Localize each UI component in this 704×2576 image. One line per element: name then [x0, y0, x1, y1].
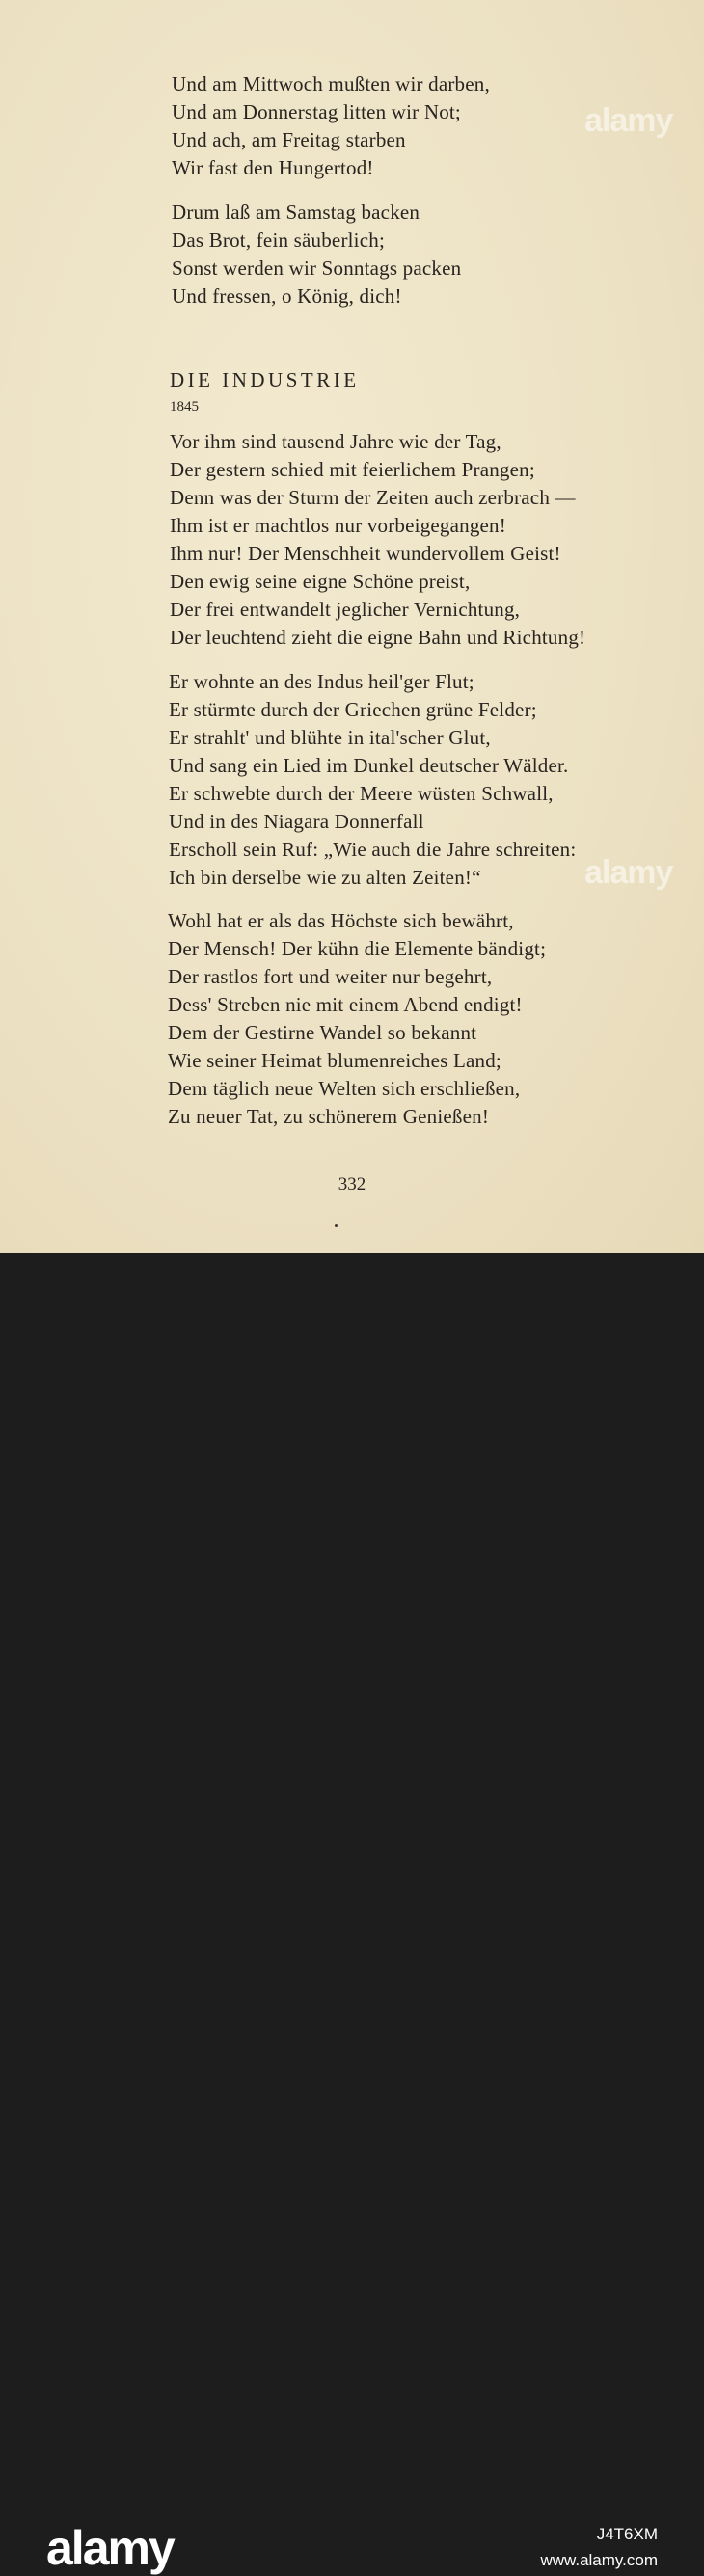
page-number: 332 — [338, 1174, 366, 1194]
poem-line: Sonst werden wir Sonntags packen — [172, 256, 462, 280]
poem-line: Wir fast den Hungertod! — [172, 156, 374, 179]
watermark-footer — [0, 1253, 704, 2575]
site-url: www.alamy.com — [540, 2551, 658, 2569]
poem-line: Er strahlt' und blühte in ital'scher Glut, — [169, 726, 491, 749]
poem-line: Und am Donnerstag litten wir Not; — [172, 100, 461, 123]
watermark-logo: alamy — [584, 854, 673, 891]
poem-line: Das Brot, fein säuberlich; — [172, 228, 385, 252]
poem-line: Der frei entwandelt jeglicher Vernichtung, — [170, 598, 521, 621]
poem-line: Ihm ist er machtlos nur vorbeigegangen! — [170, 514, 506, 537]
poem-line: Vor ihm sind tausend Jahre wie der Tag, — [170, 430, 501, 453]
poem-line: Und in des Niagara Donnerfall — [169, 810, 424, 833]
poem-line: Ihm nur! Der Menschheit wundervollem Geist! — [170, 542, 561, 565]
book-page — [0, 0, 704, 1253]
poem-line: Wohl hat er als das Höchste sich bewährt, — [168, 909, 514, 932]
poem-line: Den ewig seine eigne Schöne preist, — [170, 570, 471, 593]
poem-line: Der gestern schied mit feierlichem Prangen; — [170, 458, 535, 481]
poem-year: 1845 — [170, 399, 199, 415]
poem-line: Dess' Streben nie mit einem Abend endigt! — [168, 993, 523, 1016]
poem-line: Er stürmte durch der Griechen grüne Felder; — [169, 698, 537, 721]
ink-dot — [335, 1224, 338, 1227]
poem-line: Denn was der Sturm der Zeiten auch zerbrach — — [170, 486, 576, 509]
poem-line: Der Mensch! Der kühn die Elemente bändigt; — [168, 937, 547, 960]
poem-line: Ich bin derselbe wie zu alten Zeiten!“ — [169, 866, 481, 889]
poem-line: Er schwebte durch der Meere wüsten Schwall, — [169, 782, 554, 805]
poem-line: Dem der Gestirne Wandel so bekannt — [168, 1021, 477, 1044]
poem-line: Erscholl sein Ruf: „Wie auch die Jahre schreiten: — [169, 838, 577, 861]
poem-title: DIE INDUSTRIE — [170, 368, 360, 391]
poem-line: Der leuchtend zieht die eigne Bahn und Richtung! — [170, 626, 586, 649]
poem-line: Drum laß am Samstag backen — [172, 201, 420, 224]
poem-line: Wie seiner Heimat blumenreiches Land; — [168, 1049, 501, 1072]
poem-line: Er wohnte an des Indus heil'ger Flut; — [169, 670, 474, 693]
poem-line: Der rastlos fort und weiter nur begehrt, — [168, 965, 493, 988]
poem-line: Und sang ein Lied im Dunkel deutscher Wälder. — [169, 754, 569, 777]
poem-line: Zu neuer Tat, zu schönerem Genießen! — [168, 1105, 490, 1128]
poem-line: Und ach, am Freitag starben — [172, 128, 406, 151]
image-id: J4T6XM — [596, 2525, 658, 2543]
poem-line: Dem täglich neue Welten sich erschließen, — [168, 1077, 521, 1100]
alamy-logo: alamy — [46, 2521, 174, 2575]
watermark-logo: alamy — [584, 102, 673, 139]
poem-line: Und fressen, o König, dich! — [172, 284, 402, 308]
poem-line: Und am Mittwoch mußten wir darben, — [172, 72, 490, 95]
